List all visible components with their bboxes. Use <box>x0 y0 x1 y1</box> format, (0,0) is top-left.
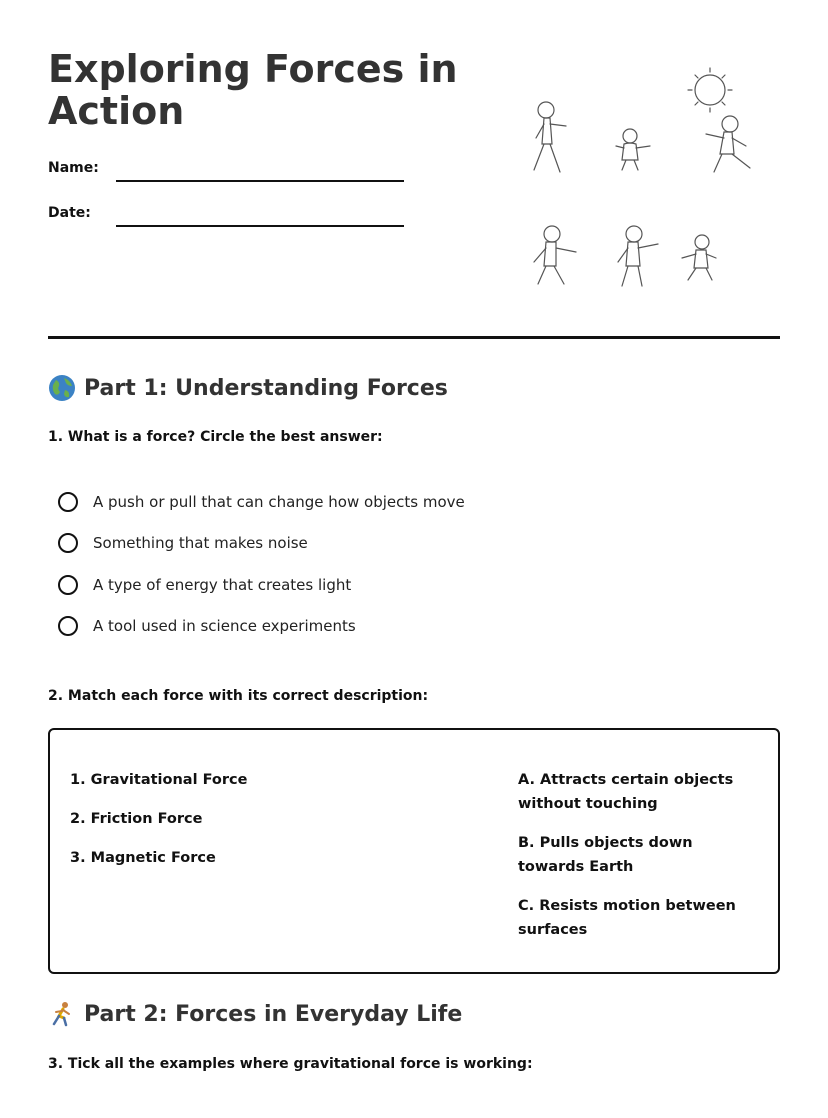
children-playing-illustration <box>520 62 770 302</box>
option-label: A type of energy that creates light <box>93 576 352 594</box>
q1-option-3[interactable] <box>58 575 351 595</box>
radio-circle[interactable] <box>58 575 78 595</box>
part1-heading-text: Part 1: Understanding Forces <box>84 375 448 401</box>
force-item-1: 1. Gravitational Force <box>70 772 248 788</box>
toddler-figure <box>616 129 650 170</box>
part2-heading-text: Part 2: Forces in Everyday Life <box>84 1001 463 1027</box>
question-1: 1. What is a force? Circle the best answer: <box>48 429 383 445</box>
globe-icon <box>48 374 76 402</box>
running-person-icon <box>48 1000 76 1028</box>
q1-option-4[interactable] <box>58 616 356 636</box>
name-field[interactable] <box>116 180 404 182</box>
option-label: A tool used in science experiments <box>93 617 356 635</box>
name-label: Name: <box>48 160 99 176</box>
description-item-b: B. Pulls objects down towards Earth <box>518 835 693 875</box>
question-3: 3. Tick all the examples where gravitational force is working: <box>48 1056 533 1072</box>
small-child-figure <box>682 235 716 280</box>
child-running-left-figure <box>534 226 576 284</box>
option-label: A push or pull that can change how objects move <box>93 493 465 511</box>
option-label: Something that makes noise <box>93 534 308 552</box>
date-label: Date: <box>48 205 91 221</box>
radio-circle[interactable] <box>58 616 78 636</box>
worksheet-title: Exploring Forces in Action <box>48 47 458 133</box>
sun-icon <box>688 68 732 112</box>
q1-option-2[interactable] <box>58 533 308 553</box>
q1-option-1[interactable] <box>58 492 465 512</box>
matching-box <box>48 728 780 974</box>
description-item-a: A. Attracts certain objects without touching <box>518 772 734 812</box>
descriptions-column <box>518 768 758 957</box>
radio-circle[interactable] <box>58 492 78 512</box>
child-running-figure <box>706 116 750 172</box>
radio-circle[interactable] <box>58 533 78 553</box>
child-walking-figure <box>534 102 566 172</box>
part1-heading <box>48 374 448 402</box>
date-field[interactable] <box>116 225 404 227</box>
part2-heading <box>48 1000 462 1028</box>
child-catching-figure <box>618 226 658 286</box>
force-item-3: 3. Magnetic Force <box>70 850 216 866</box>
header-divider <box>48 336 780 339</box>
question-2: 2. Match each force with its correct description: <box>48 688 429 704</box>
force-item-2: 2. Friction Force <box>70 811 203 827</box>
forces-column <box>70 768 247 885</box>
description-item-c: C. Resists motion between surfaces <box>518 898 736 938</box>
